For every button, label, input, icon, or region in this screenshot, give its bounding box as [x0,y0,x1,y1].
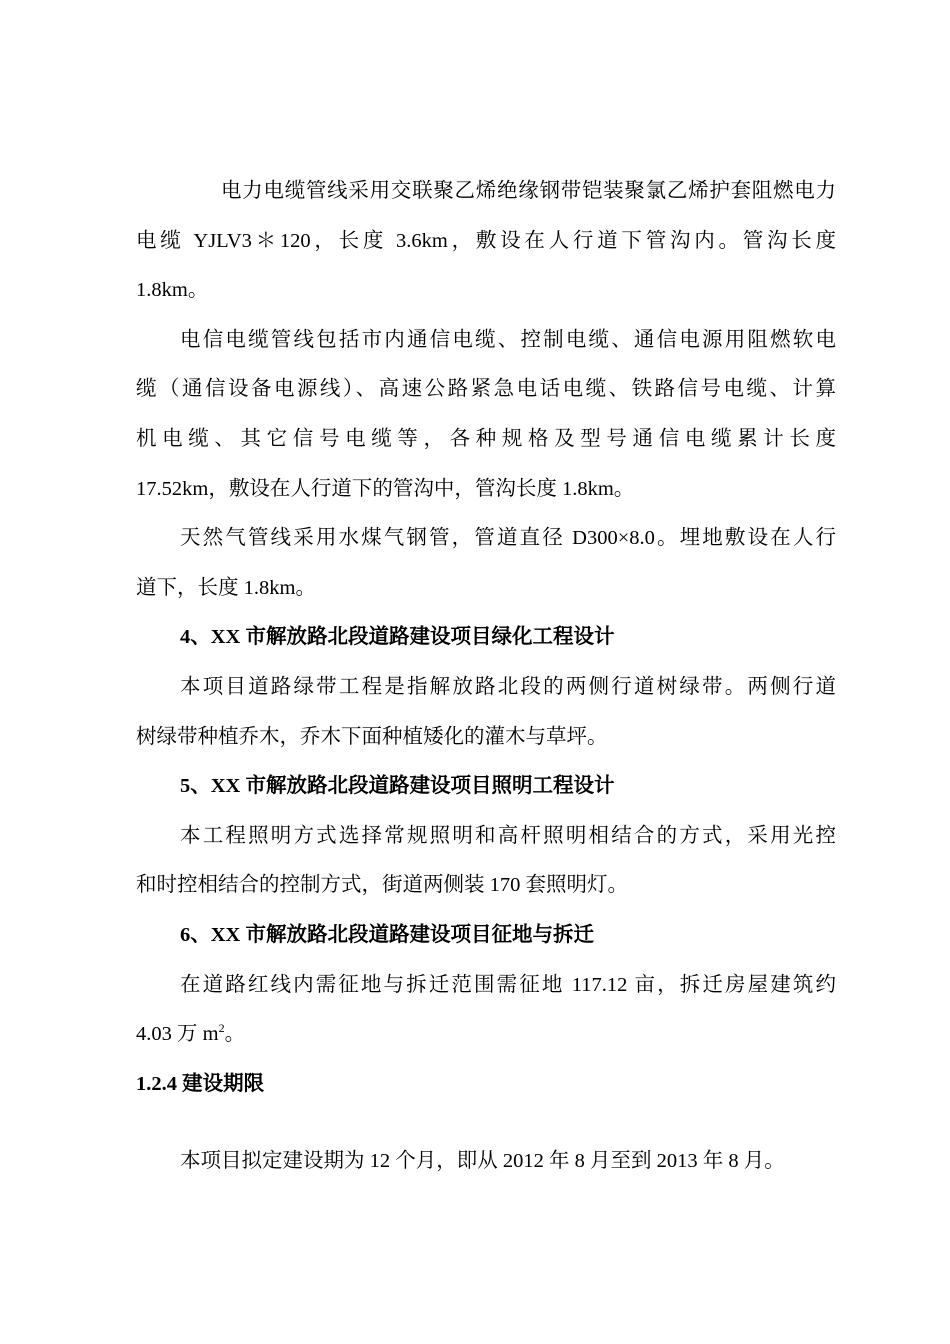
text-line: 1.8km。 [136,279,209,302]
paragraph-telecom-cable [136,316,836,514]
section-heading-construction-period: 1.2.4 建设期限 [136,1072,265,1095]
heading-land-acquisition: 6、XX 市解放路北段道路建设项目征地与拆迁 [180,923,594,946]
text-line: 道下，长度 1.8km。 [136,576,316,599]
heading-greening-design: 4、XX 市解放路北段道路建设项目绿化工程设计 [180,626,615,649]
heading-lighting-design: 5、XX 市解放路北段道路建设项目照明工程设计 [180,775,615,798]
text-line [136,1010,836,1060]
area-value: 4.03 万 m [136,1023,219,1046]
paragraph-lighting [136,812,836,911]
paragraph-greening [136,663,836,762]
text-line: 电信电缆管线包括市内通信电缆、控制电缆、通信电源用阻燃软电 [180,328,836,351]
period: 。 [224,1023,246,1046]
paragraph-land-acquisition [136,961,836,1060]
text-line: 本项目道路绿带工程是指解放路北段的两侧行道树绿带。两侧行道 [180,675,836,698]
paragraph-construction-period [136,1137,836,1187]
text-line: 电缆 YJLV3＊120，长度 3.6km，敷设在人行道下管沟内。管沟长度 [136,229,836,252]
text-line: 本项目拟定建设期为 12 个月，即从 2012 年 8 月至到 2013 年 8 月。 [180,1150,785,1173]
paragraph-gas-pipeline [136,514,836,613]
text-line: 树绿带种植乔木，乔木下面种植矮化的灌木与草坪。 [136,725,608,748]
document-page [136,167,836,1187]
spacer [136,1109,836,1137]
text-line: 在道路红线内需征地与拆迁范围需征地 117.12 亩，拆迁房屋建筑约 [180,973,836,996]
text-line: 17.52km，敷设在人行道下的管沟中，管沟长度 1.8km。 [136,477,635,500]
text-line: 和时控相结合的控制方式，街道两侧装 170 套照明灯。 [136,874,628,897]
text-line: 天然气管线采用水煤气钢管，管道直径 D300×8.0。埋地敷设在人行 [180,527,836,550]
paragraph-power-cable [136,167,836,316]
text-line: 电力电缆管线采用交联聚乙烯绝缘钢带铠装聚氯乙烯护套阻燃电力 [221,180,836,202]
text-line: 机电缆、其它信号电缆等，各种规格及型号通信电缆累计长度 [136,427,836,450]
text-line: 本工程照明方式选择常规照明和高杆照明相结合的方式，采用光控 [180,824,836,847]
superscript-2: 2 [218,1021,225,1036]
text-line: 缆（通信设备电源线）、高速公路紧急电话电缆、铁路信号电缆、计算 [136,378,836,401]
